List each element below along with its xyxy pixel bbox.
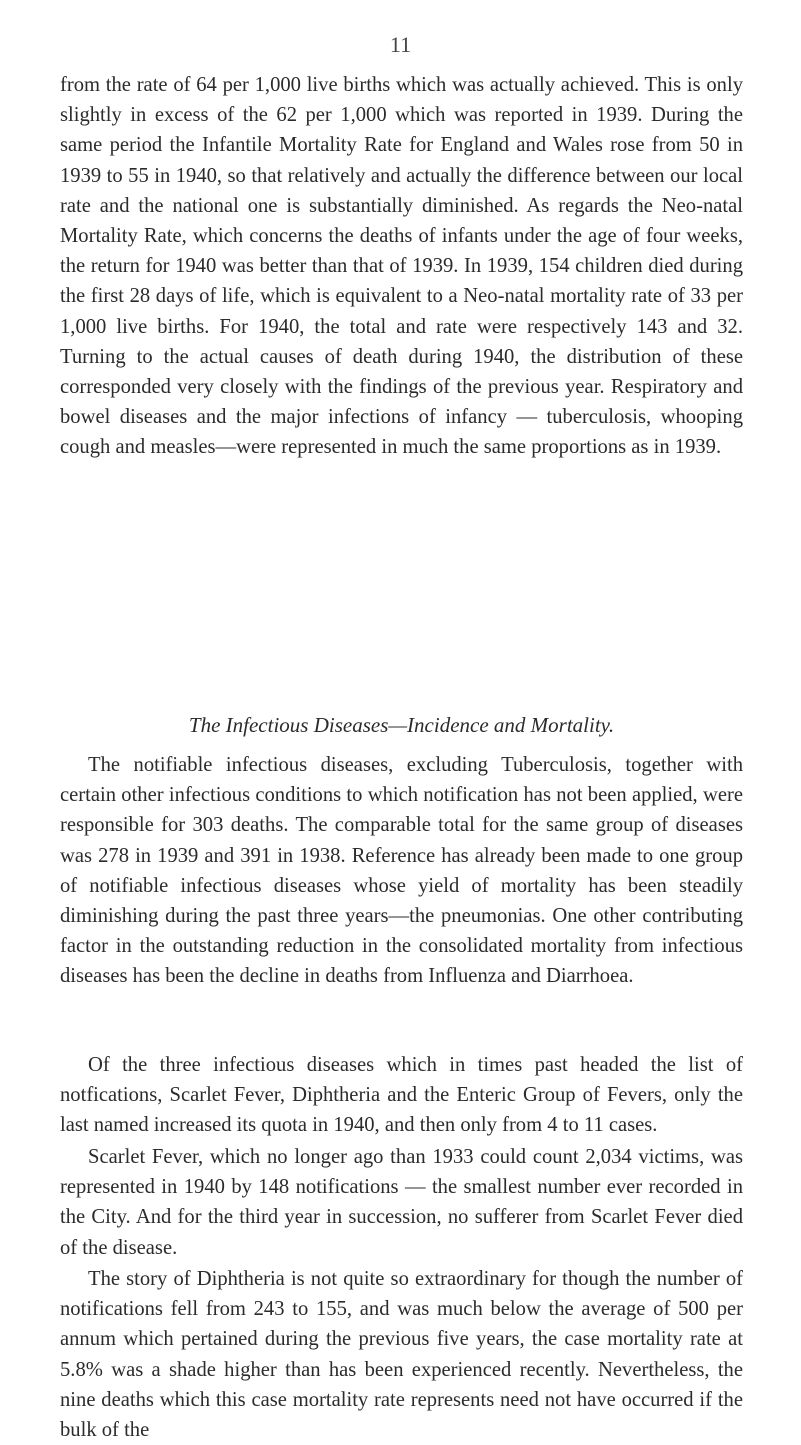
paragraph-text: Scarlet Fever, which no longer ago than 1933 could count 2,034 victims, was represented in 1940 by 148 notifications — the smallest number ever recorded in the City. And for the third year in succession, no sufferer from Scarlet Fever died of the disease. — [60, 1146, 743, 1259]
section-heading: The Infectious Diseases—Incidence and Mortality. — [188, 713, 615, 737]
paragraph-notifiable-diseases — [60, 750, 743, 992]
paragraph-scarlet-fever — [60, 1142, 743, 1263]
paragraph-diphtheria — [60, 1264, 743, 1445]
paragraph-text: The story of Diphtheria is not quite so extraordinary for though the number of notifications fell from 243 to 155, and was much below the average of 500 per annum which pertained during the previous five years, the case mortality rate at 5.8% was a shade higher than has been experienced recently. Nevertheless, the nine deaths which this case mortality rate represents need not have occurred if the bulk of the — [60, 1268, 743, 1442]
paragraph-three-diseases — [60, 1050, 743, 1141]
paragraph-text: The notifiable infectious diseases, excluding Tuberculosis, together with certain other infectious conditions to which notification has not been applied, were responsible for 303 deaths. The comparable total for the same group of diseases was 278 in 1939 and 391 in 1938. Reference has already been made to one group of notifiable infectious diseases whose yield of mortality has been steadily diminishing during the past three years—the pneumonias. One other contributing factor in the outstanding reduction in the consolidated mortality from infectious diseases has been the decline in deaths from Influenza and Diarrhoea. — [60, 754, 743, 988]
paragraph-text: Of the three infectious diseases which in times past headed the list of notfications, Scarlet Fever, Diphtheria and the Enteric Group of Fevers, only the last named increased its quota in 1940, and then only from 4 to 11 cases. — [60, 1054, 743, 1137]
paragraph-infant-mortality — [60, 70, 743, 463]
paragraph-text: from the rate of 64 per 1,000 live births which was actually achieved. This is only slightly in excess of the 62 per 1,000 which was reported in 1939. During the same period the Infantile Mortality Rate for England and Wales rose from 50 in 1939 to 55 in 1940, so that relatively and actually the difference between our local rate and the national one is substantially diminished. As regards the Neo-natal Mortality Rate, which concerns the deaths of infants under the age of four weeks, the return for 1940 was better than that of 1939. In 1939, 154 children died during the first 28 days of life, which is equivalent to a Neo-natal mortality rate of 33 per 1,000 live births. For 1940, the total and rate were respectively 143 and 32. Turning to the actual causes of death during 1940, the distribution of these corresponded very closely with the findings of the previous year. Respiratory and bowel diseases and the major infections of infancy — tuberculosis, whooping cough and measles—were represented in much the same proportions as in 1939. — [60, 74, 743, 459]
page-number: 11 — [389, 32, 412, 57]
